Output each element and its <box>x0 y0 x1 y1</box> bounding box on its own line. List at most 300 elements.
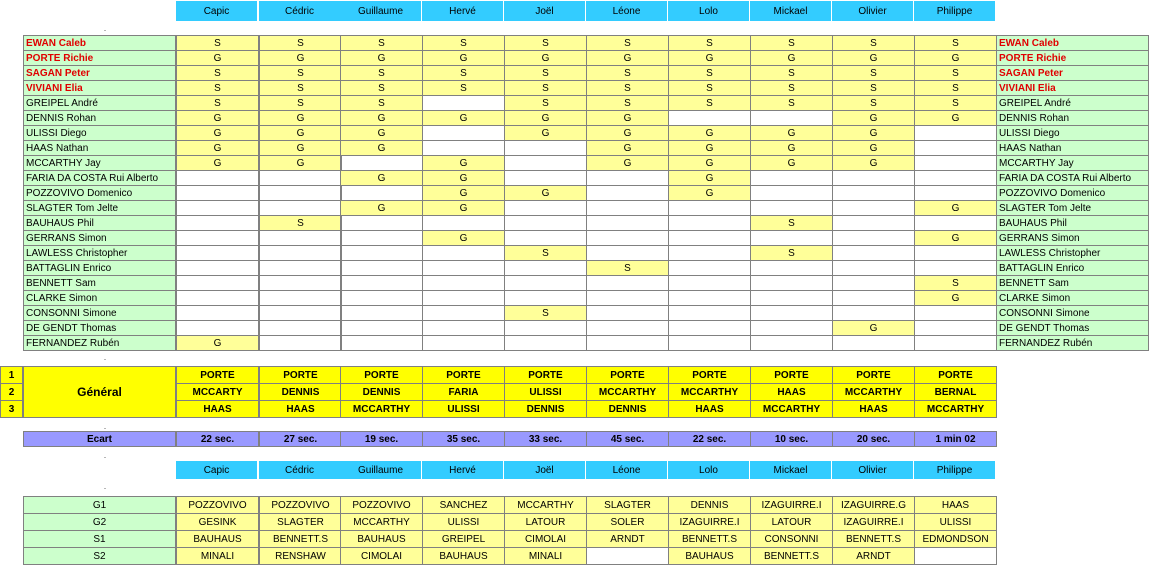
pick-cell[interactable] <box>832 200 915 216</box>
pick-cell[interactable] <box>422 95 505 111</box>
general-cell[interactable]: PORTE <box>259 366 342 384</box>
pick-cell[interactable] <box>422 140 505 156</box>
pick-cell[interactable] <box>176 200 259 216</box>
pick-cell[interactable]: G <box>340 110 423 126</box>
pick-cell[interactable] <box>586 245 669 261</box>
pick-cell[interactable] <box>422 305 505 321</box>
bottom-cell[interactable]: IZAGUIRRE.I <box>750 496 833 514</box>
pick-cell[interactable] <box>586 335 669 351</box>
bottom-cell[interactable] <box>914 547 997 565</box>
pick-cell[interactable]: S <box>176 65 259 81</box>
bottom-cell[interactable]: HAAS <box>914 496 997 514</box>
pick-cell[interactable] <box>504 230 587 246</box>
pick-cell[interactable] <box>176 275 259 291</box>
general-cell[interactable]: MCCARTHY <box>832 383 915 401</box>
rider-name[interactable]: BENNETT Sam <box>23 275 176 291</box>
pick-cell[interactable] <box>422 245 505 261</box>
bottom-cell[interactable]: MINALI <box>176 547 259 565</box>
pick-cell[interactable] <box>668 335 751 351</box>
pick-cell[interactable] <box>259 245 342 261</box>
ecart-cell[interactable]: 22 sec. <box>176 431 259 447</box>
pick-cell[interactable]: S <box>586 35 669 51</box>
pick-cell[interactable]: G <box>914 290 997 306</box>
ecart-cell[interactable]: 10 sec. <box>750 431 833 447</box>
bottom-cell[interactable]: BAUHAUS <box>668 547 751 565</box>
pick-cell[interactable]: G <box>668 185 751 201</box>
bottom-cell[interactable]: BAUHAUS <box>176 530 259 548</box>
pick-cell[interactable]: S <box>422 65 505 81</box>
pick-cell[interactable]: G <box>750 155 833 171</box>
rider-name-right[interactable]: CLARKE Simon <box>996 290 1149 306</box>
pick-cell[interactable]: G <box>176 110 259 126</box>
pick-cell[interactable] <box>176 185 259 201</box>
pick-cell[interactable] <box>340 275 423 291</box>
pick-cell[interactable] <box>422 275 505 291</box>
pick-cell[interactable] <box>832 215 915 231</box>
pick-cell[interactable]: S <box>914 35 997 51</box>
pick-cell[interactable] <box>340 215 423 231</box>
pick-cell[interactable] <box>914 320 997 336</box>
pick-cell[interactable] <box>586 185 669 201</box>
pick-cell[interactable] <box>259 305 342 321</box>
pick-cell[interactable]: G <box>832 125 915 141</box>
general-cell[interactable]: DENNIS <box>340 383 423 401</box>
general-cell[interactable]: PORTE <box>668 366 751 384</box>
pick-cell[interactable]: G <box>914 50 997 66</box>
pick-cell[interactable]: S <box>504 305 587 321</box>
pick-cell[interactable]: S <box>176 95 259 111</box>
pick-cell[interactable]: G <box>422 170 505 186</box>
general-cell[interactable]: MCCARTHY <box>586 383 669 401</box>
pick-cell[interactable]: G <box>750 50 833 66</box>
bottom-cell[interactable]: SOLER <box>586 513 669 531</box>
bottom-cell[interactable]: GREIPEL <box>422 530 505 548</box>
pick-cell[interactable]: G <box>259 50 342 66</box>
pick-cell[interactable] <box>259 200 342 216</box>
bottom-cell[interactable]: CONSONNI <box>750 530 833 548</box>
bottom-cell[interactable]: GESINK <box>176 513 259 531</box>
bottom-cell[interactable]: BENNETT.S <box>750 547 833 565</box>
pick-cell[interactable] <box>668 275 751 291</box>
bottom-cell[interactable]: EDMONDSON <box>914 530 997 548</box>
pick-cell[interactable] <box>259 170 342 186</box>
pick-cell[interactable]: S <box>340 80 423 96</box>
general-cell[interactable]: FARIA <box>422 383 505 401</box>
pick-cell[interactable] <box>259 320 342 336</box>
pick-cell[interactable] <box>832 290 915 306</box>
pick-cell[interactable] <box>504 170 587 186</box>
pick-cell[interactable] <box>586 170 669 186</box>
pick-cell[interactable] <box>176 170 259 186</box>
bottom-cell[interactable]: POZZOVIVO <box>340 496 423 514</box>
general-cell[interactable]: MCCARTY <box>176 383 259 401</box>
general-cell[interactable]: DENNIS <box>259 383 342 401</box>
pick-cell[interactable] <box>668 230 751 246</box>
pick-cell[interactable]: S <box>504 95 587 111</box>
header-player-2[interactable]: Joël <box>504 461 586 479</box>
pick-cell[interactable]: G <box>914 110 997 126</box>
pick-cell[interactable] <box>586 275 669 291</box>
rider-name-right[interactable]: BAUHAUS Phil <box>996 215 1149 231</box>
general-cell[interactable]: MCCARTHY <box>340 400 423 418</box>
header-player-2[interactable]: Cédric <box>259 461 341 479</box>
pick-cell[interactable] <box>914 305 997 321</box>
ecart-cell[interactable]: 22 sec. <box>668 431 751 447</box>
bottom-cell[interactable]: BAUHAUS <box>340 530 423 548</box>
rider-name[interactable]: POZZOVIVO Domenico <box>23 185 176 201</box>
rider-name-right[interactable]: HAAS Nathan <box>996 140 1149 156</box>
bottom-cell[interactable]: SLAGTER <box>259 513 342 531</box>
pick-cell[interactable]: G <box>422 50 505 66</box>
pick-cell[interactable] <box>504 215 587 231</box>
pick-cell[interactable] <box>668 110 751 126</box>
header-player[interactable]: Joël <box>504 1 586 21</box>
pick-cell[interactable] <box>340 305 423 321</box>
pick-cell[interactable] <box>750 170 833 186</box>
bottom-cell[interactable]: POZZOVIVO <box>176 496 259 514</box>
ecart-cell[interactable]: 1 min 02 <box>914 431 997 447</box>
pick-cell[interactable] <box>504 335 587 351</box>
pick-cell[interactable] <box>176 260 259 276</box>
pick-cell[interactable]: S <box>259 65 342 81</box>
pick-cell[interactable]: S <box>832 80 915 96</box>
general-cell[interactable]: DENNIS <box>504 400 587 418</box>
pick-cell[interactable]: G <box>832 50 915 66</box>
rider-name-right[interactable]: DENNIS Rohan <box>996 110 1149 126</box>
pick-cell[interactable]: G <box>259 110 342 126</box>
pick-cell[interactable] <box>832 170 915 186</box>
ecart-cell[interactable]: 33 sec. <box>504 431 587 447</box>
rider-name[interactable]: BAUHAUS Phil <box>23 215 176 231</box>
bottom-cell[interactable]: BAUHAUS <box>422 547 505 565</box>
rider-name-right[interactable]: VIVIANI Elia <box>996 80 1149 96</box>
pick-cell[interactable]: G <box>668 170 751 186</box>
pick-cell[interactable]: S <box>176 80 259 96</box>
pick-cell[interactable]: S <box>750 65 833 81</box>
pick-cell[interactable] <box>832 335 915 351</box>
header-player[interactable]: Philippe <box>914 1 996 21</box>
pick-cell[interactable]: G <box>668 155 751 171</box>
bottom-cell[interactable]: SANCHEZ <box>422 496 505 514</box>
pick-cell[interactable] <box>832 230 915 246</box>
pick-cell[interactable] <box>340 185 423 201</box>
pick-cell[interactable] <box>750 260 833 276</box>
pick-cell[interactable] <box>340 290 423 306</box>
rider-name[interactable]: CONSONNI Simone <box>23 305 176 321</box>
pick-cell[interactable] <box>176 215 259 231</box>
pick-cell[interactable] <box>750 230 833 246</box>
bottom-cell[interactable]: BENNETT.S <box>259 530 342 548</box>
pick-cell[interactable] <box>914 335 997 351</box>
rider-name-right[interactable]: ULISSI Diego <box>996 125 1149 141</box>
rider-name[interactable]: SAGAN Peter <box>23 65 176 81</box>
pick-cell[interactable]: G <box>422 155 505 171</box>
header-player-2[interactable]: Guillaume <box>340 461 422 479</box>
rider-name-right[interactable]: GREIPEL André <box>996 95 1149 111</box>
pick-cell[interactable] <box>914 170 997 186</box>
general-cell[interactable]: PORTE <box>914 366 997 384</box>
bottom-cell[interactable]: CIMOLAI <box>504 530 587 548</box>
pick-cell[interactable] <box>668 320 751 336</box>
pick-cell[interactable]: S <box>259 215 342 231</box>
pick-cell[interactable] <box>914 215 997 231</box>
pick-cell[interactable] <box>422 260 505 276</box>
pick-cell[interactable] <box>586 320 669 336</box>
rider-name[interactable]: VIVIANI Elia <box>23 80 176 96</box>
ecart-cell[interactable]: 35 sec. <box>422 431 505 447</box>
pick-cell[interactable]: S <box>340 35 423 51</box>
pick-cell[interactable] <box>422 125 505 141</box>
pick-cell[interactable] <box>832 260 915 276</box>
pick-cell[interactable]: S <box>914 80 997 96</box>
pick-cell[interactable]: G <box>340 200 423 216</box>
pick-cell[interactable] <box>750 200 833 216</box>
bottom-cell[interactable]: MCCARTHY <box>340 513 423 531</box>
bottom-cell[interactable]: ULISSI <box>422 513 505 531</box>
header-player[interactable]: Guillaume <box>340 1 422 21</box>
pick-cell[interactable] <box>504 260 587 276</box>
header-player-2[interactable]: Capic <box>176 461 258 479</box>
pick-cell[interactable]: G <box>586 110 669 126</box>
bottom-cell[interactable]: BENNETT.S <box>668 530 751 548</box>
rider-name[interactable]: HAAS Nathan <box>23 140 176 156</box>
ecart-cell[interactable]: 20 sec. <box>832 431 915 447</box>
bottom-cell[interactable]: CIMOLAI <box>340 547 423 565</box>
general-cell[interactable]: PORTE <box>422 366 505 384</box>
general-cell[interactable]: MCCARTHY <box>668 383 751 401</box>
pick-cell[interactable]: G <box>259 125 342 141</box>
pick-cell[interactable]: S <box>340 95 423 111</box>
pick-cell[interactable]: S <box>750 35 833 51</box>
bottom-cell[interactable]: ARNDT <box>586 530 669 548</box>
bottom-cell[interactable]: IZAGUIRRE.I <box>832 513 915 531</box>
pick-cell[interactable]: G <box>176 140 259 156</box>
pick-cell[interactable]: S <box>504 245 587 261</box>
general-cell[interactable]: BERNAL <box>914 383 997 401</box>
bottom-cell[interactable]: DENNIS <box>668 496 751 514</box>
general-cell[interactable]: HAAS <box>176 400 259 418</box>
pick-cell[interactable]: G <box>422 110 505 126</box>
pick-cell[interactable] <box>914 140 997 156</box>
pick-cell[interactable] <box>914 260 997 276</box>
pick-cell[interactable]: G <box>340 50 423 66</box>
pick-cell[interactable]: S <box>914 275 997 291</box>
rider-name[interactable]: FERNANDEZ Rubén <box>23 335 176 351</box>
pick-cell[interactable] <box>914 245 997 261</box>
pick-cell[interactable] <box>668 245 751 261</box>
bottom-cell[interactable] <box>586 547 669 565</box>
pick-cell[interactable]: G <box>668 125 751 141</box>
pick-cell[interactable]: G <box>340 125 423 141</box>
pick-cell[interactable] <box>259 335 342 351</box>
rider-name-right[interactable]: DE GENDT Thomas <box>996 320 1149 336</box>
pick-cell[interactable]: G <box>504 125 587 141</box>
pick-cell[interactable]: S <box>832 95 915 111</box>
rider-name-right[interactable]: FARIA DA COSTA Rui Alberto <box>996 170 1149 186</box>
pick-cell[interactable] <box>259 185 342 201</box>
pick-cell[interactable] <box>914 185 997 201</box>
rider-name[interactable]: PORTE Richie <box>23 50 176 66</box>
pick-cell[interactable] <box>586 305 669 321</box>
header-player[interactable]: Hervé <box>422 1 504 21</box>
rider-name[interactable]: FARIA DA COSTA Rui Alberto <box>23 170 176 186</box>
pick-cell[interactable] <box>750 305 833 321</box>
pick-cell[interactable] <box>259 290 342 306</box>
pick-cell[interactable]: G <box>259 140 342 156</box>
pick-cell[interactable] <box>668 290 751 306</box>
pick-cell[interactable]: G <box>340 170 423 186</box>
pick-cell[interactable] <box>586 290 669 306</box>
pick-cell[interactable]: S <box>750 215 833 231</box>
pick-cell[interactable] <box>668 200 751 216</box>
pick-cell[interactable] <box>422 215 505 231</box>
bottom-cell[interactable]: IZAGUIRRE.I <box>668 513 751 531</box>
general-cell[interactable]: MCCARTHY <box>750 400 833 418</box>
rider-name[interactable]: LAWLESS Christopher <box>23 245 176 261</box>
pick-cell[interactable]: G <box>422 185 505 201</box>
pick-cell[interactable]: G <box>914 200 997 216</box>
pick-cell[interactable] <box>832 245 915 261</box>
bottom-cell[interactable]: BENNETT.S <box>832 530 915 548</box>
rider-name-right[interactable]: FERNANDEZ Rubén <box>996 335 1149 351</box>
rider-name[interactable]: ULISSI Diego <box>23 125 176 141</box>
pick-cell[interactable] <box>586 230 669 246</box>
pick-cell[interactable]: S <box>668 95 751 111</box>
rider-name-right[interactable]: PORTE Richie <box>996 50 1149 66</box>
pick-cell[interactable]: S <box>832 35 915 51</box>
pick-cell[interactable] <box>668 260 751 276</box>
pick-cell[interactable]: S <box>504 65 587 81</box>
pick-cell[interactable]: G <box>176 335 259 351</box>
general-cell[interactable]: PORTE <box>504 366 587 384</box>
pick-cell[interactable] <box>750 290 833 306</box>
general-cell[interactable]: HAAS <box>668 400 751 418</box>
pick-cell[interactable]: G <box>259 155 342 171</box>
pick-cell[interactable] <box>504 290 587 306</box>
pick-cell[interactable] <box>340 320 423 336</box>
general-cell[interactable]: PORTE <box>340 366 423 384</box>
general-cell[interactable]: PORTE <box>832 366 915 384</box>
rider-name-right[interactable]: MCCARTHY Jay <box>996 155 1149 171</box>
pick-cell[interactable] <box>668 215 751 231</box>
bottom-cell[interactable]: ARNDT <box>832 547 915 565</box>
general-cell[interactable]: HAAS <box>259 400 342 418</box>
pick-cell[interactable]: G <box>832 320 915 336</box>
rider-name[interactable]: DENNIS Rohan <box>23 110 176 126</box>
pick-cell[interactable]: G <box>504 185 587 201</box>
bottom-cell[interactable]: MCCARTHY <box>504 496 587 514</box>
pick-cell[interactable]: G <box>832 155 915 171</box>
rider-name[interactable]: DE GENDT Thomas <box>23 320 176 336</box>
pick-cell[interactable]: G <box>832 110 915 126</box>
pick-cell[interactable]: G <box>586 125 669 141</box>
pick-cell[interactable] <box>340 230 423 246</box>
rider-name[interactable]: SLAGTER Tom Jelte <box>23 200 176 216</box>
pick-cell[interactable]: G <box>668 140 751 156</box>
pick-cell[interactable]: G <box>750 125 833 141</box>
pick-cell[interactable]: S <box>586 65 669 81</box>
pick-cell[interactable] <box>340 245 423 261</box>
pick-cell[interactable]: S <box>586 80 669 96</box>
pick-cell[interactable] <box>422 335 505 351</box>
ecart-cell[interactable]: 19 sec. <box>340 431 423 447</box>
header-player[interactable]: Olivier <box>832 1 914 21</box>
rider-name[interactable]: BATTAGLIN Enrico <box>23 260 176 276</box>
pick-cell[interactable]: S <box>750 95 833 111</box>
general-cell[interactable]: PORTE <box>586 366 669 384</box>
rider-name-right[interactable]: CONSONNI Simone <box>996 305 1149 321</box>
pick-cell[interactable]: S <box>259 95 342 111</box>
pick-cell[interactable]: G <box>586 155 669 171</box>
pick-cell[interactable]: G <box>832 140 915 156</box>
pick-cell[interactable]: G <box>668 50 751 66</box>
header-player-2[interactable]: Mickael <box>750 461 832 479</box>
pick-cell[interactable]: S <box>832 65 915 81</box>
pick-cell[interactable] <box>259 275 342 291</box>
pick-cell[interactable] <box>176 320 259 336</box>
pick-cell[interactable]: S <box>259 35 342 51</box>
header-player[interactable]: Mickael <box>750 1 832 21</box>
pick-cell[interactable]: S <box>422 80 505 96</box>
rider-name[interactable]: GERRANS Simon <box>23 230 176 246</box>
pick-cell[interactable] <box>750 335 833 351</box>
ecart-cell[interactable]: 27 sec. <box>259 431 342 447</box>
pick-cell[interactable]: S <box>422 35 505 51</box>
general-cell[interactable]: PORTE <box>176 366 259 384</box>
general-cell[interactable]: DENNIS <box>586 400 669 418</box>
rider-name-right[interactable]: BENNETT Sam <box>996 275 1149 291</box>
general-cell[interactable]: HAAS <box>832 400 915 418</box>
pick-cell[interactable] <box>504 140 587 156</box>
pick-cell[interactable]: G <box>340 140 423 156</box>
bottom-cell[interactable]: LATOUR <box>750 513 833 531</box>
rider-name[interactable]: MCCARTHY Jay <box>23 155 176 171</box>
pick-cell[interactable]: S <box>176 35 259 51</box>
pick-cell[interactable] <box>340 155 423 171</box>
pick-cell[interactable] <box>504 200 587 216</box>
header-player[interactable]: Lolo <box>668 1 750 21</box>
pick-cell[interactable]: S <box>340 65 423 81</box>
rider-name-right[interactable]: LAWLESS Christopher <box>996 245 1149 261</box>
pick-cell[interactable]: G <box>914 230 997 246</box>
header-player[interactable]: Léone <box>586 1 668 21</box>
pick-cell[interactable]: S <box>504 35 587 51</box>
pick-cell[interactable]: S <box>259 80 342 96</box>
pick-cell[interactable] <box>832 275 915 291</box>
bottom-cell[interactable]: IZAGUIRRE.G <box>832 496 915 514</box>
pick-cell[interactable]: G <box>586 140 669 156</box>
bottom-cell[interactable]: POZZOVIVO <box>259 496 342 514</box>
pick-cell[interactable] <box>259 230 342 246</box>
header-player-2[interactable]: Hervé <box>422 461 504 479</box>
header-player[interactable]: Capic <box>176 1 258 21</box>
pick-cell[interactable]: S <box>668 35 751 51</box>
pick-cell[interactable] <box>176 230 259 246</box>
rider-name-right[interactable]: POZZOVIVO Domenico <box>996 185 1149 201</box>
pick-cell[interactable] <box>176 305 259 321</box>
pick-cell[interactable]: S <box>750 245 833 261</box>
bottom-cell[interactable]: ULISSI <box>914 513 997 531</box>
rider-name-right[interactable]: EWAN Caleb <box>996 35 1149 51</box>
pick-cell[interactable] <box>832 185 915 201</box>
header-player[interactable]: Cédric <box>259 1 341 21</box>
rider-name-right[interactable]: GERRANS Simon <box>996 230 1149 246</box>
pick-cell[interactable] <box>176 290 259 306</box>
bottom-cell[interactable]: RENSHAW <box>259 547 342 565</box>
bottom-cell[interactable]: SLAGTER <box>586 496 669 514</box>
pick-cell[interactable]: G <box>504 50 587 66</box>
pick-cell[interactable]: G <box>422 230 505 246</box>
